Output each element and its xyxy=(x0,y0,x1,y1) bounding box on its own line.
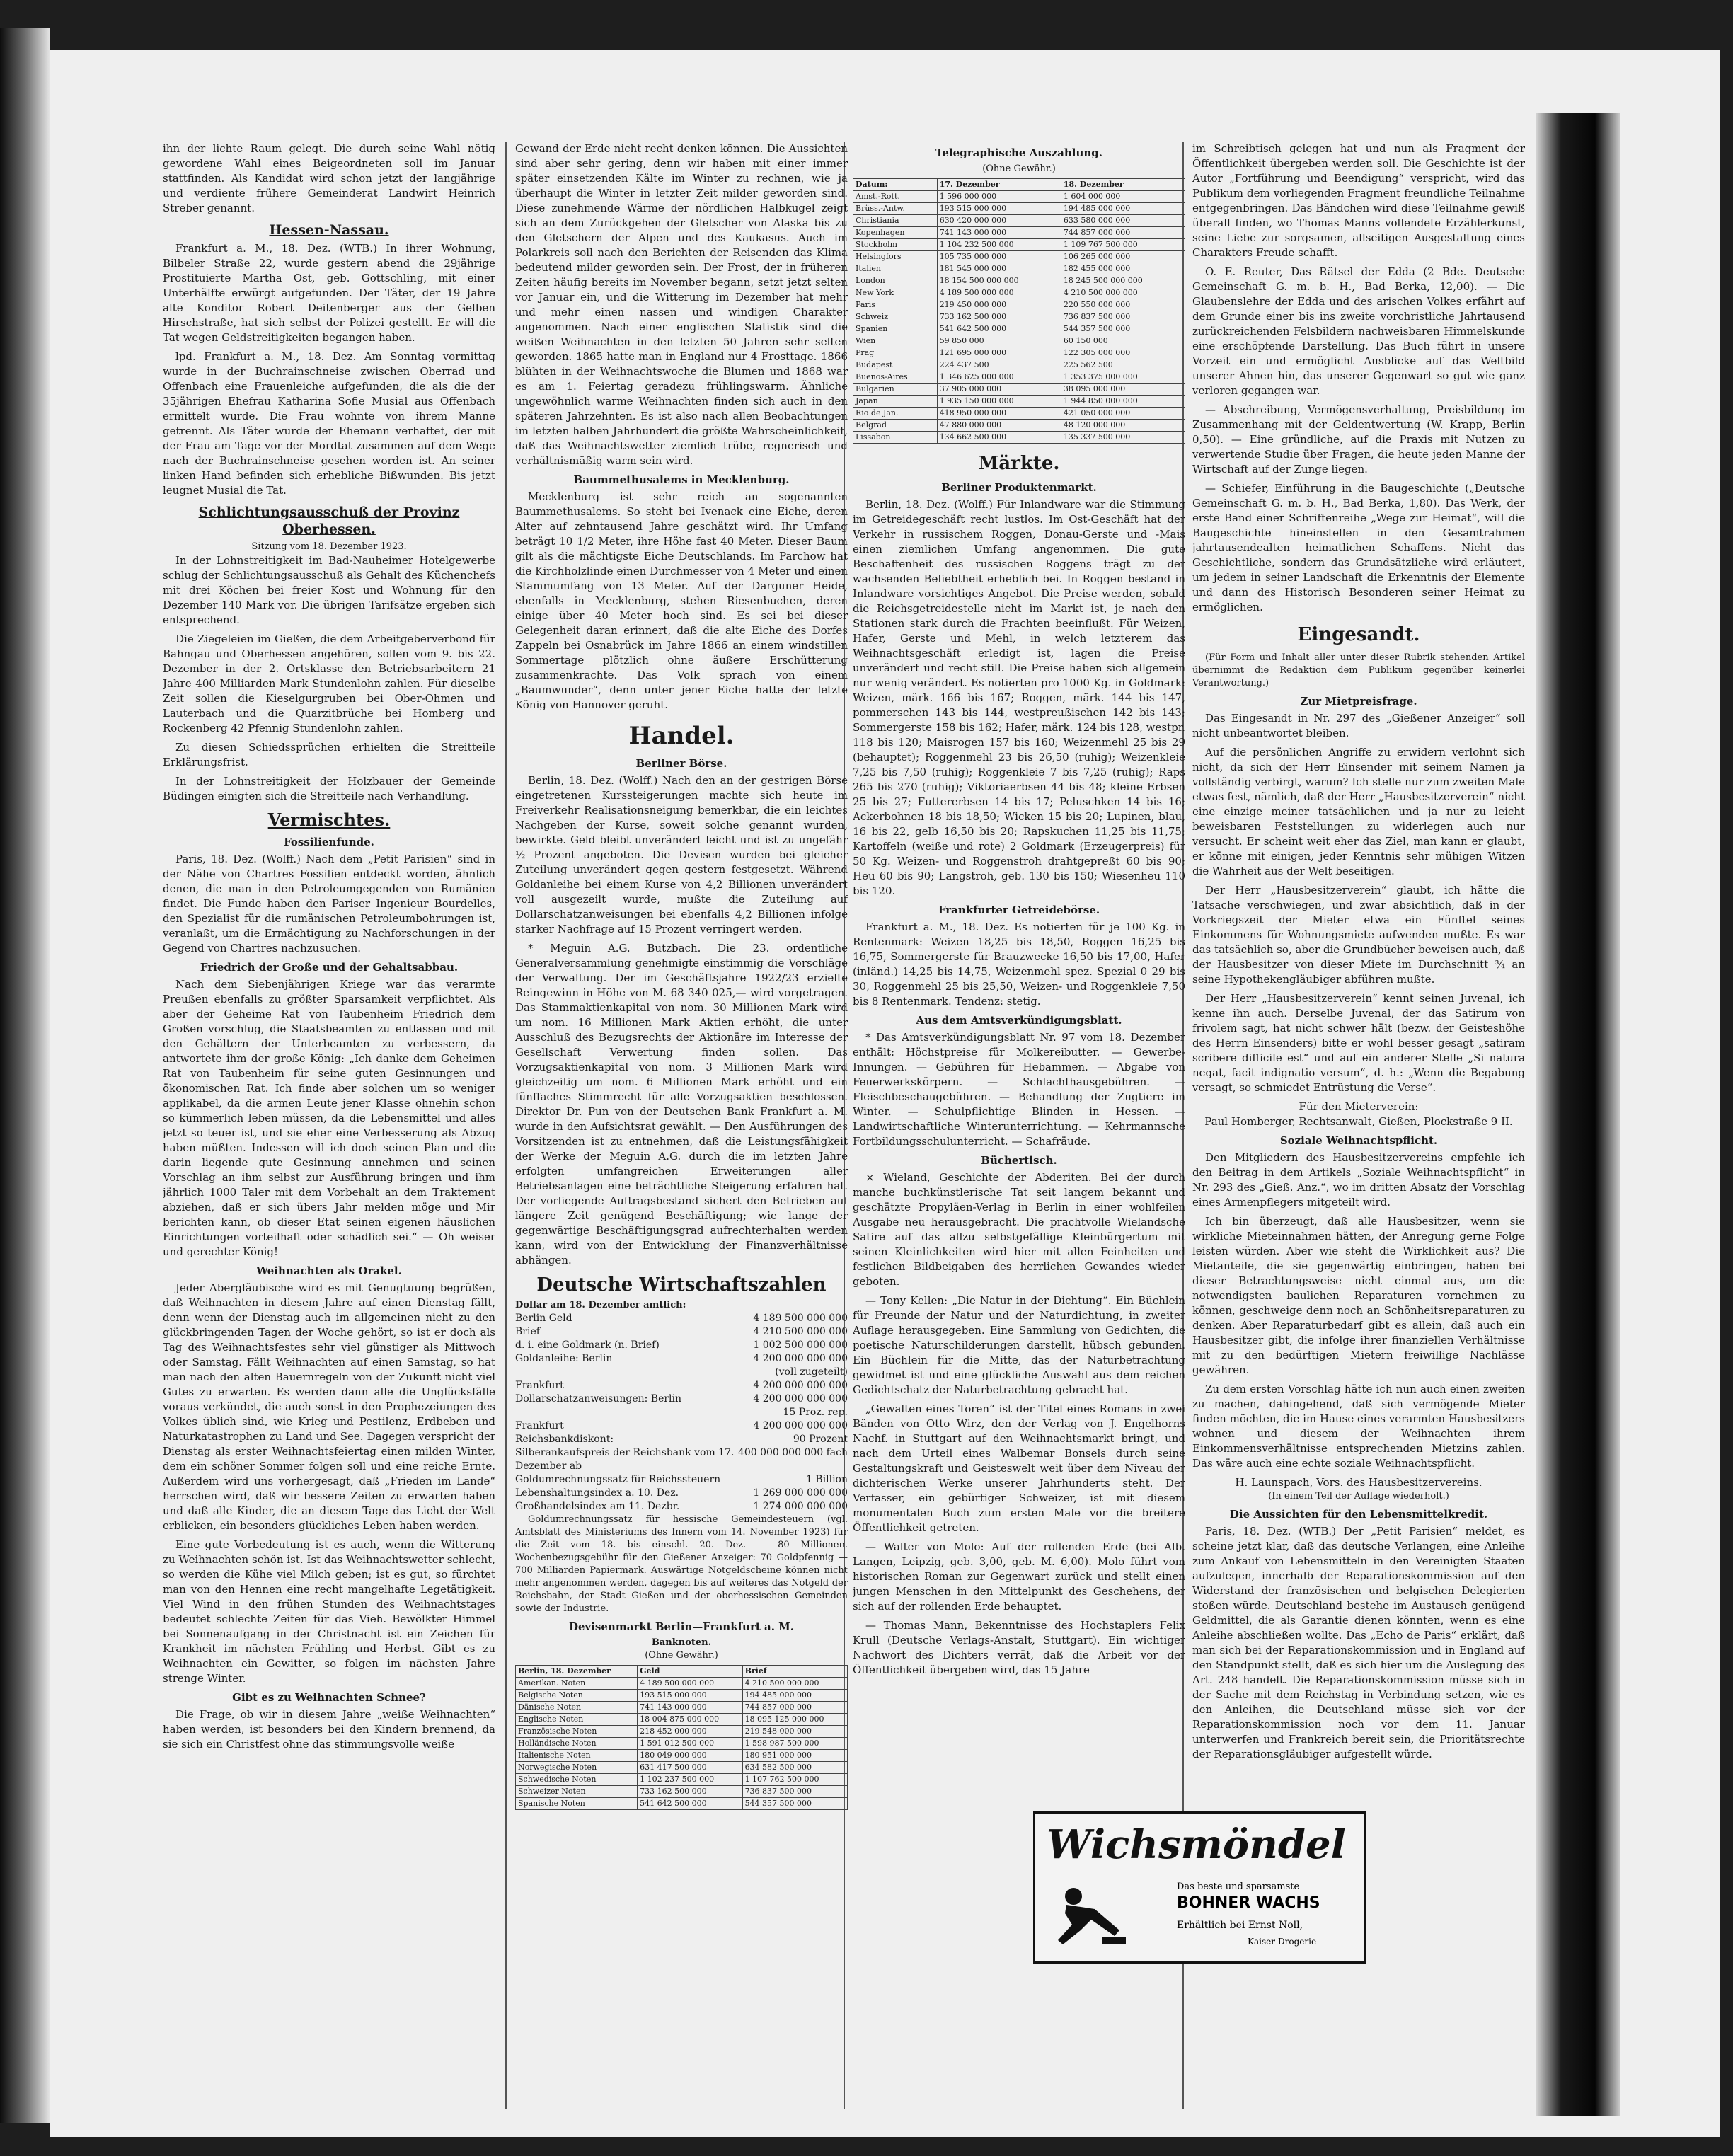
table-row xyxy=(853,251,1185,263)
economic-figure-row xyxy=(515,1312,848,1325)
table-cell: 60 150 000 xyxy=(1061,335,1185,347)
article-text: Zu dem ersten Vorschlag hätte ich nun auch einen zweiten zu machen, dahingehend, daß sich vermögende Mieter finden möchten, die im Hause eines verarmten Hausbesitzers wohnen und diesem der Weihnachten ihrem Einkommensverhältnisse entsprechenden Mietzins zahlen. Das wäre auch eine echte soziale Weihnachtspflicht. xyxy=(1192,1383,1525,1470)
table-cell: 1 353 375 000 000 xyxy=(1061,371,1185,384)
book-binding-edge xyxy=(0,28,50,2123)
economic-figure-row xyxy=(515,1446,848,1473)
article-text: * Das Amtsverkündigungsblatt Nr. 97 vom 18. Dezember enthält: Höchstpreise für Molkereibutter. — Gewerbe-Innungen. — Gebühren für Hebammen. — Abgabe von Feuerwerkskörpern. — Schlachthausgebühren. — Fleischbeschaugebühren. — Behandlung der Zugtiere im Winter. — Schulpflichtige Blinden in Hessen. — Landwirtschaftliche Winterunterrichtung. — Kehrmannsche Fortbildungsschulunterricht. — Schafräude. xyxy=(853,1031,1185,1148)
economic-figure-row xyxy=(515,1339,848,1352)
article-text: O. E. Reuter, Das Rätsel der Edda (2 Bde. Deutsche Gemeinschaft G. m. b. H., Bad Berka, 12,00). — Die Glaubenslehre der Edda und des arischen Volkes erfährt auf dem Grunde einer bis ins zweite vorchristliche Jahrtausend zurückreichenden Felsbildern nachweisbaren Himmelskunde eine erschöpfende Darstellung. Das Buch führt in unsere Vorzeit ein und ermöglicht Ausblicke auf das Weltbild unserer Ahnen hin, das unserer Gegenwart so gut wie ganz verloren gegangen war. xyxy=(1192,265,1525,397)
table-cell: 736 837 500 000 xyxy=(1061,311,1185,323)
economic-figure-row xyxy=(515,1325,848,1339)
table-cell: 48 120 000 000 xyxy=(1061,420,1185,432)
table-cell: 219 548 000 000 xyxy=(742,1726,847,1738)
article-text: Der Herr „Hausbesitzerverein“ glaubt, ich hätte die Tatsache verschwiegen, und zwar absichtlich, daß in der Vorkriegszeit der Mieter etwa ein Fünftel seines Einkommens für Wohnungsmiete aufwenden mußte. Es war das tatsächlich so, aber die Grundbücher beweisen auch, daß der Hausbesitzer von dieser Miete im Durchschnitt ¾ an seine Hypothekengläubiger abführen mußte. xyxy=(1192,884,1525,986)
figure-value: 1 002 500 000 000 xyxy=(753,1339,848,1351)
article-heading: Berliner Börse. xyxy=(635,757,727,770)
article-text: „Gewalten eines Toren“ ist der Titel eines Romans in zwei Bänden von Otto Wirz, den der Verlag von J. Engelhorns Nachf. in Stuttgart auf den Weihnachtsmarkt bringt, und nach dem Urteil eines Walbemar Bonsels durch seine Gestaltungskraft und Geisteswelt weit über dem Niveau der dichterischen Werke unserer Jahrhunderts steht. Der Verfasser, ein gebürtiger Schweizer, ist mit diesem monumentalen Buch zum ersten Male vor die breitere Öffentlichkeit getreten. xyxy=(853,1402,1185,1534)
table-cell: 544 357 500 000 xyxy=(1061,323,1185,335)
table-row xyxy=(853,335,1185,347)
table-row xyxy=(516,1702,848,1714)
table-cell: 193 515 000 000 xyxy=(937,203,1061,215)
figure-label: Dollarschatzanweisungen: Berlin xyxy=(515,1393,682,1405)
figure-value: 4 200 000 000 000 xyxy=(753,1393,848,1405)
table-caption: Dollar am 18. Dezember amtlich: xyxy=(515,1300,686,1310)
table-cell: Paris xyxy=(853,299,938,311)
article-text: Frankfurt a. M., 18. Dez. Es notierten für je 100 Kg. in Rentenmark: Weizen 18,25 bis 18,50, Roggen 16,25 bis 16,75, Sommergerste für Brauzwecke 16,50 bis 17,00, Hafer (inländ.) 14,25 bis 14,75, Weizenmehl spez. Spezial 0 29 bis 30, Roggenmehl 25 bis 25,50, Weizen- und Roggenkleie 7,50 bis 8 Rentenmark. Tendenz: stetig. xyxy=(853,921,1185,1008)
figure-label: Lebenshaltungsindex a. 10. Dez. xyxy=(515,1487,679,1499)
article-text: Paris, 18. Dez. (WTB.) Der „Petit Parisien“ meldet, es scheine jetzt klar, daß das deutsche Verlangen, eine Anleihe zum Ankauf von Lebensmitteln in den Vereinigten Staaten aufzulegen, innerhalb der Reparationskommission auf den Widerstand der französischen und belgischen Delegierten stoßen würde. Deutschland bestehe im Austausch genügend Geldmittel, die als Garantie dienen könnten, wenn es eine Anleihe abschließen wollte. Das „Echo de Paris“ erklärt, daß man sich bei der Reparationskommission und in England auf den Standpunkt stellt, daß es sich hier um die Auslegung des Art. 248 handelt. Die Reparationskommission müsse sich in der Sache mit dem Reichstag in Verbindung setzen, wie es den Anleihen, die Deutschland müsse sich vor der Reparationskommission noch vor dem 11. Januar unterwerfen und Frankreich bereit sein, die Prioritätsrechte der Reparationsgläubiger aufgestellt würde. xyxy=(1192,1525,1525,1760)
article-dateline: Sitzung vom 18. Dezember 1923. xyxy=(251,541,407,552)
ad-tagline: Das beste und sparsamste xyxy=(1177,1881,1300,1892)
article-text: Mecklenburg ist sehr reich an sogenannten Baummethusalems. So steht bei Ivenack eine Eiche, deren Alter auf zehntausend Jahre geschätzt wird. Ihr Umfang beträgt 10 1/2 Meter, ihre Höhe fast 40 Meter. Dieser Baum gilt als die mächtigste Eiche Deutschlands. Im Parchow hat die Kirchholzlinde einen Durchmesser von 4 Meter und einen Stammumfang von 13 Meter. Auf der Darguner Heide, ebenfalls in Mecklenburg, stehen Riesenbuchen, deren einige über 40 Meter hoch sind. Es sei bei dieser Gelegenheit daran erinnert, daß die alte Eiche des Dorfes Zappeln bei Osnabrück im Jahre 1866 an einem windstillen Sommertage plötzlich ohne äußere Erschütterung zusammenkrachte. Das Volk sprach von einem „Baumwunder“, denn unter jener Eiche hatte der letzte König von Hannover geruht. xyxy=(515,490,848,711)
table-cell: 741 143 000 000 xyxy=(638,1702,742,1714)
table-cell: Amerikan. Noten xyxy=(516,1678,638,1690)
table-cell: 121 695 000 000 xyxy=(937,347,1061,359)
article-text: Ich bin überzeugt, daß alle Hausbesitzer, wenn sie wirkliche Mieteinnahmen hätten, der Anregung gerne Folge leisten würden. Aber wie steht die Wirklichkeit aus? Die Mietanteile, die sie gegenwärtig einbringen, haben bei dieser Betrachtungsweise nicht einmal aus, um die notwendigsten baulichen Reparaturen vornehmen zu können, geschweige denn noch an Schönheitsreparaturen zu denken. Aber Reparaturbedarf gibt es allein, daß auch ein Hausbesitzer gibt, die infolge ihrer finanziellen Verhältnisse mit zu den bedürftigen Mietern freiwillige Nachlässe gewähren. xyxy=(1192,1215,1525,1376)
table-cell: Rio de Jan. xyxy=(853,408,938,420)
table-cell: 1 591 012 500 000 xyxy=(638,1738,742,1750)
table-cell: 134 662 500 000 xyxy=(937,432,1061,444)
table-cell: Schweiz xyxy=(853,311,938,323)
table-row xyxy=(853,191,1185,203)
article-text: Zu diesen Schiedssprüchen erhielten die Streitteile Erklärungsfrist. xyxy=(163,741,495,768)
table-cell: 1 104 232 500 000 xyxy=(937,239,1061,251)
table-row xyxy=(853,275,1185,287)
table-cell: 733 162 500 000 xyxy=(937,311,1061,323)
figure-value: 1 Billion xyxy=(805,1474,848,1485)
table-cell: 37 905 000 000 xyxy=(937,384,1061,396)
article-text: × Wieland, Geschichte der Abderiten. Bei der durch manche buchkünstlerische Tat seit langem bekannt und geschätzte Propyläen-Verlag in Berlin in einer wohlfeilen Ausgabe neu herausgebracht. Die prachtvolle Wielandsche Satire auf das allzu selbstgefällige Kleinbürgertum mit seinen Kleinlichkeiten wird hier mit allen Feinheiten und festlichen Bildbeigaben des herrlichen Gewandes wieder geboten. xyxy=(853,1171,1185,1288)
table-row xyxy=(516,1786,848,1798)
figure-value: 1 274 000 000 000 xyxy=(753,1501,848,1512)
article-heading: Gibt es zu Weihnachten Schnee? xyxy=(232,1691,426,1704)
table-cell: Dänische Noten xyxy=(516,1702,638,1714)
table-cell: Norwegische Noten xyxy=(516,1762,638,1774)
table-row xyxy=(853,239,1185,251)
ad-vendor: Erhältlich bei Ernst Noll, xyxy=(1177,1920,1303,1931)
article-text: Berlin, 18. Dez. (Wolff.) Nach den an der gestrigen Börse eingetretenen Kurssteigerungen machte sich heute im Freiverkehr Realisationsneigung bemerkbar, die ein leichtes Nachgeben der Kurse, soweit solche genannt wurden, bewirkte. Geld bleibt unverändert leicht und ist zu ungefähr ½ Prozent angeboten. Die Devisen wurden bei gleicher Zuteilung unverändert gegen gestern festgesetzt. Während Goldanleihe bei einem Kurse von 4,2 Billionen unverändert voll ausgezeilt wurde, mußte die Zuteilung auf Dollarschatzanweisungen bei ebenfalls 4,2 Billionen infolge starker Nachfrage auf 15 Prozent verringert werden. xyxy=(515,774,848,935)
article-text: — Abschreibung, Vermögensverhaltung, Preisbildung im Zusammenhang mit der Geldentwertung (W. Krapp, Berlin 0,50). — Eine gründliche, auf die Praxis mit Nutzen zu verwertende Studie über Fragen, die heute jeden Manne der Wirtschaft auf der Zunge liegen. xyxy=(1192,403,1525,475)
table-cell: 224 437 500 xyxy=(937,359,1061,371)
table-note: (Ohne Gewähr.) xyxy=(645,1650,718,1661)
table-row xyxy=(516,1762,848,1774)
table-cell: Holländische Noten xyxy=(516,1738,638,1750)
table-cell: Lissabon xyxy=(853,432,938,444)
table-header: Brief xyxy=(742,1666,847,1678)
table-cell: Brüss.-Antw. xyxy=(853,203,938,215)
section-heading: Schlichtungsausschuß der Provinz Oberhessen. xyxy=(198,505,460,537)
table-cell: 421 050 000 000 xyxy=(1061,408,1185,420)
figure-label: Großhandelsindex am 11. Dezbr. xyxy=(515,1501,680,1512)
figure-label: Berlin Geld xyxy=(515,1313,572,1324)
table-note: (Ohne Gewähr.) xyxy=(982,163,1056,174)
economic-figure-row xyxy=(515,1500,848,1514)
table-cell: 18 004 875 000 000 xyxy=(638,1714,742,1726)
table-cell: 744 857 000 000 xyxy=(1061,227,1185,239)
article-text: Das Eingesandt in Nr. 297 des „Gießener Anzeiger“ soll nicht unbeantwortet bleiben. xyxy=(1192,712,1525,739)
figure-label: Frankfurt xyxy=(515,1420,564,1431)
table-row xyxy=(853,287,1185,299)
article-heading: Devisenmarkt Berlin—Frankfurt a. M. xyxy=(568,1620,795,1633)
table-cell: Christiania xyxy=(853,215,938,227)
economic-figure-row xyxy=(515,1393,848,1406)
table-row xyxy=(516,1774,848,1786)
article-text: * Meguin A.G. Butzbach. Die 23. ordentliche Generalversammlung genehmigte einstimmig die Vorschläge der Verwaltung. Der im Geschäftsjahre 1922/23 erzielte Reingewinn in Höhe von M. 68 340 025,— wird vorgetragen. Das Stammaktienkapital von nom. 30 Millionen Mark wird um nom. 16 Millionen Mark Aktien erhöht, die unter Ausschluß des Bezugsrechts der Aktionäre im Interesse der Gesellschaft Verwertung finden sollen. Das Vorzugsaktienkapital von nom. 3 Millionen Mark wird gleichzeitig um nom. 6 Millionen Mark erhöht und ein fünffaches Stimmrecht für alle Vorzugsaktien beschlossen. Direktor Dr. Pun von der Deutschen Bank Frankfurt a. M. wurde in den Aufsichtsrat gewählt. — Den Ausführungen des Vorsitzenden ist zu entnehmen, daß die Leistungsfähigkeit der Werke der Meguin A.G. durch die im letzten Jahre erfolgten umfangreichen Erweiterungen aller Betriebsanlagen eine beträchtliche Steigerung erfahren hat. Der vorliegende Auftragsbestand sichert den Betrieben auf längere Zeit genügend Beschäftigung; wie lange der gegenwärtige Beschäftigungsgrad aufrechterhalten werden kann, wird von der Entwicklung der Finanzverhältnisse abhängen. xyxy=(515,942,848,1267)
table-cell: Amst.-Rott. xyxy=(853,191,938,203)
table-row xyxy=(853,311,1185,323)
polishing-figure-icon xyxy=(1052,1881,1130,1952)
table-cell: Stockholm xyxy=(853,239,938,251)
article-heading: Frankfurter Getreidebörse. xyxy=(938,904,1100,916)
table-cell: 182 455 000 000 xyxy=(1061,263,1185,275)
table-cell: Italien xyxy=(853,263,938,275)
table-cell: Schweizer Noten xyxy=(516,1786,638,1798)
economic-figure-row xyxy=(515,1379,848,1393)
table-row xyxy=(853,347,1185,359)
table-row xyxy=(853,420,1185,432)
article-heading: Fossilienfunde. xyxy=(284,836,374,848)
table-cell: 59 850 000 xyxy=(937,335,1061,347)
economic-figures-list xyxy=(515,1312,848,1514)
article-text: — Walter von Molo: Auf der rollenden Erde (bei Alb. Langen, Leipzig, geb. 3,00, geb. M. 6,00). Molo führt vom historischen Roman zur Gegenwart zurück und stellt einen jungen Menschen in den Mittelpunkt des Geschehens, der sich auf der rollenden Erde behauptet. xyxy=(853,1540,1185,1613)
column-1 xyxy=(163,142,495,2109)
article-heading: Telegraphische Auszahlung. xyxy=(935,146,1103,159)
table-cell: 4 189 500 000 000 xyxy=(937,287,1061,299)
figure-label: Silberankaufspreis der Reichsbank vom 17. Dezember ab xyxy=(515,1447,735,1472)
table-cell: Bulgarien xyxy=(853,384,938,396)
table-caption: Banknoten. xyxy=(651,1637,712,1648)
table-row xyxy=(516,1714,848,1726)
figure-label: Brief xyxy=(515,1326,540,1337)
table-cell: Helsingfors xyxy=(853,251,938,263)
column-rule xyxy=(505,142,507,2109)
table-cell: 1 102 237 500 000 xyxy=(638,1774,742,1786)
table-cell: 541 642 500 000 xyxy=(937,323,1061,335)
table-cell: 18 154 500 000 000 xyxy=(937,275,1061,287)
table-cell: 106 265 000 000 xyxy=(1061,251,1185,263)
table-cell: 220 550 000 000 xyxy=(1061,299,1185,311)
table-cell: 631 417 500 000 xyxy=(638,1762,742,1774)
table-cell: 47 880 000 000 xyxy=(937,420,1061,432)
banknotes-table xyxy=(515,1665,848,1810)
figure-value: 4 189 500 000 000 xyxy=(753,1313,848,1324)
figure-value: 4 200 000 000 000 xyxy=(753,1380,848,1391)
table-cell: 733 162 500 000 xyxy=(638,1786,742,1798)
article-heading: Aus dem Amtsverkündigungsblatt. xyxy=(916,1014,1122,1027)
table-cell: 1 944 850 000 000 xyxy=(1061,396,1185,408)
table-row xyxy=(853,263,1185,275)
article-text: Nach dem Siebenjährigen Kriege war das verarmte Preußen ebenfalls zu größter Sparsamkeit verpflichtet. Als aber der Geheime Rat von Taubenheim Friedrich dem Großen vorschlug, die Staatsbeamten zu entlassen und mit den Gehältern der Unterbeamten zu verbessern, da antwortete ihm der große König: „Ich danke dem Geheimen Rat von Taubenheim für seine guten Gesinnungen und ökonomischen Rat. Ich finde aber solchen um so weniger applikabel, da die armen Leute jener Klasse ohnehin schon so kümmerlich leben müssen, da die Lebensmittel und alles jetzt so teuer ist, und sie eher eine Verbesserung als Abzug haben müßten. Indessen will ich doch seinen Plan und die darin liegende gute Gesinnung annehmen und seinen Vorschlag an ihm selbst zur Ausführung bringen und ihm jährlich 1000 Taler mit dem Vorbehalt an dem Traktement abziehen, daß er sich übers Jahr melden möge und Mir berichten kann, ob dieser Etat seinen eigenen häuslichen Einrichtungen vorteilhaft oder schädlich sei.“ — Oh weiser und gerechter König! xyxy=(163,978,495,1258)
table-cell: Spanien xyxy=(853,323,938,335)
table-row xyxy=(853,371,1185,384)
article-heading: Weihnachten als Orakel. xyxy=(256,1264,402,1277)
section-heading: Hessen-Nassau. xyxy=(269,222,389,238)
article-heading: Berliner Produktenmarkt. xyxy=(941,481,1097,494)
table-cell: 194 485 000 000 xyxy=(1061,203,1185,215)
economic-figure-row xyxy=(515,1473,848,1487)
advertisement xyxy=(1033,1811,1366,1964)
table-header: Datum: xyxy=(853,179,938,191)
article-text: im Schreibtisch gelegen hat und nun als Fragment der Öffentlichkeit übergeben werden soll. Die Geschichte ist der Autor „Fortführung und Beendigung“ verspricht, wird das Publikum dem vorliegenden Fragment freundliche Teilnahme entgegenbringen. Das Bändchen wird diese Teilnahme gewiß überall finden, wo Thomas Manns vollendete Erzählerkunst, seine Liebe zur sorgsamen, allseitigen Ausgestaltung eines Charakters Freude schafft. xyxy=(1192,142,1525,259)
figure-label: Reichsbankdiskont: xyxy=(515,1434,614,1445)
table-row xyxy=(516,1750,848,1762)
table-cell: 4 210 500 000 000 xyxy=(1061,287,1185,299)
article-heading: Büchertisch. xyxy=(981,1154,1057,1167)
column-2 xyxy=(515,142,848,2109)
table-cell: 634 582 500 000 xyxy=(742,1762,847,1774)
economic-figure-row xyxy=(515,1352,848,1366)
table-cell: 38 095 000 000 xyxy=(1061,384,1185,396)
article-text: Der Herr „Hausbesitzerverein“ kennt seinen Juvenal, ich kenne ihn auch. Derselbe Juvenal, der das Satirum von frivolem sagt, hat nicht schwer hält (bezw. der Geisteshöhe des Herrn Einsenders) bitte er wohl besser gesagt „satiram scribere difficile est“ und auf ein anderer Stelle „Si natura negat, facit indignatio versum“, d. h.: „Wenn die Begabung versagt, so schmiedet Entrüstung die Verse“. xyxy=(1192,992,1525,1094)
section-heading: Märkte. xyxy=(978,453,1060,474)
table-cell: 1 596 000 000 xyxy=(937,191,1061,203)
table-cell: Kopenhagen xyxy=(853,227,938,239)
table-cell: 4 189 500 000 000 xyxy=(638,1678,742,1690)
table-cell: 741 143 000 000 xyxy=(937,227,1061,239)
table-header: Geld xyxy=(638,1666,742,1678)
table-cell: 1 935 150 000 000 xyxy=(937,396,1061,408)
article-text: Gewand der Erde nicht recht denken können. Die Aussichten sind aber sehr gering, denn wir haben mit einer immer später einsetzenden Kälte im Winter zu rechnen, wie ja überhaupt die Winter in letzter Zeit milder geworden sind. Diese zunehmende Wärme der nördlichen Halbkugel zeigt sich an dem Zurückgehen der Gletscher von Alaska bis zu den Gletschern der Alpen und des Kaukasus. Auch im Polarkreis soll nach den Berichten der Reisenden das Klima bedeutend milder geworden sein. Der Frost, der in früheren Zeiten häufig bereits im November begann, setzt jetzt selten vor Januar ein, und die Witterung im Dezember hat mehr und mehr einen nassen und windigen Charakter angenommen. Nach einer englischen Statistik sind die weißen Weihnachten in den letzten 50 Jahren sehr selten geworden. 1865 hatte man in England nur 4 Frosttage. 1866 blühten in der Weihnachtswoche die Blumen und 1868 war es am 1. Feiertag geradezu frühlingswarm. Ähnliche ungewöhnlich warme Weihnachten finden sich auch in den späteren Jahrzehnten. Es ist also nach allen Beobachtungen im letzten halben Jahrhundert die größte Wahrscheinlichkeit, daß das Weihnachtswetter ziemlich trübe, regnerisch und verhältnismäßig warm sein wird. xyxy=(515,142,848,467)
table-cell: Belgrad xyxy=(853,420,938,432)
table-cell: 194 485 000 000 xyxy=(742,1690,847,1702)
table-row xyxy=(853,299,1185,311)
table-cell: Wien xyxy=(853,335,938,347)
table-row xyxy=(853,203,1185,215)
signature-line: Für den Mieterverein: xyxy=(1299,1100,1419,1113)
table-cell: 541 642 500 000 xyxy=(638,1798,742,1810)
table-cell: 1 109 767 500 000 xyxy=(1061,239,1185,251)
figure-value: 4 200 000 000 000 xyxy=(753,1353,848,1364)
economic-figure-row xyxy=(515,1487,848,1500)
article-text: — Thomas Mann, Bekenntnisse des Hochstaplers Felix Krull (Deutsche Verlags-Anstalt, Stuttgart). Ein wichtiger Nachwort des Dichters verrät, daß die Arbeit vor der Öffentlichkeit übergeben wird, das 15 Jahre xyxy=(853,1619,1185,1676)
section-heading: Eingesandt. xyxy=(1297,624,1420,645)
ad-brand: BOHNER WACHS xyxy=(1177,1894,1320,1912)
article-heading: Friedrich der Große und der Gehaltsabbau. xyxy=(200,961,459,974)
table-row xyxy=(853,396,1185,408)
figure-label: d. i. eine Goldmark (n. Brief) xyxy=(515,1339,660,1351)
table-cell: 18 095 125 000 000 xyxy=(742,1714,847,1726)
article-text: Paris, 18. Dez. (Wolff.) Nach dem „Petit Parisien“ sind in der Nähe von Chartres Fossilien entdeckt worden, ähnlich denen, die man in den Petroleumgegenden von Rumänien findet. Die Funde haben den Pariser Ingenieur Bourdelles, den Spezialist für die rumänischen Petroleumbohrungen ist, veranlaßt, um die Ermächtigung zu Nachforschungen in der Gegend von Chartres nachzusuchen. xyxy=(163,853,495,955)
table-header: Berlin, 18. Dezember xyxy=(516,1666,638,1678)
table-cell: 218 452 000 000 xyxy=(638,1726,742,1738)
table-cell: 4 210 500 000 000 xyxy=(742,1678,847,1690)
table-row xyxy=(516,1738,848,1750)
article-text: Goldumrechnungssatz für hessische Gemeindesteuern (vgl. Amtsblatt des Ministeriums des Innern vom 14. November 1923) für die Zeit vom 18. bis einschl. 20. Dez. — 80 Millionen. Wochenbezugsgebühr für den Gießener Anzeiger: 70 Goldpfennig — 700 Milliarden Papiermark. Auswärtige Notgeldscheine können nicht mehr angenommen werden, dagegen bis auf weiteres das Notgeld der Reichsbahn, der Stadt Gießen und der oberhessischen Gemeinden sowie der Industrie. xyxy=(515,1514,848,1614)
table-cell: 122 305 000 000 xyxy=(1061,347,1185,359)
article-text: In der Lohnstreitigkeit der Holzbauer der Gemeinde Büdingen einigten sich die Streitteile nach Verhandlung. xyxy=(163,775,495,802)
signature-line: H. Launspach, Vors. des Hausbesitzervereins. xyxy=(1235,1476,1482,1489)
table-cell: Spanische Noten xyxy=(516,1798,638,1810)
table-cell: Budapest xyxy=(853,359,938,371)
table-header: 18. Dezember xyxy=(1061,179,1185,191)
table-cell: 1 604 000 000 xyxy=(1061,191,1185,203)
section-heading: Deutsche Wirtschaftszahlen xyxy=(536,1274,827,1296)
table-row xyxy=(853,323,1185,335)
table-cell: 744 857 000 000 xyxy=(742,1702,847,1714)
article-text: Berlin, 18. Dez. (Wolff.) Für Inlandware war die Stimmung im Getreidegeschäft recht lustlos. Im Ost-Geschäft hat der Verkehr in russischem Roggen, Donau-Gerste und -Mais einen ziemlichen Umfang angenommen. Die gute Beschaffenheit des russischen Roggens trägt zu der wachsenden Beliebtheit erheblich bei. In Roggen bestand in Inlandware vorsichtiges Angebot. Die Preise werden, sobald die Reichsgetreidestelle nicht im Markt ist, je nach den Stationen stark durch die Frachten beeinflußt. Für Weizen, Hafer, Gerste und Mehl, in welch letzterem das Weihnachtsgeschäft erledigt ist, lagen die Preise unverändert und recht still. Die Preise haben sich allgemein nur wenig verändert. Es notierten pro 1000 Kg. in Goldmark: Weizen, märk. 166 bis 167; Roggen, märk. 144 bis 147, pommerschen 143 bis 144, westpreußischen 142 bis 143; Sommergerste 158 bis 162; Hafer, märk. 124 bis 128, westpr. 118 bis 120; Maisrogen 157 bis 160; Weizenmehl 25 bis 29 (behauptet); Roggenmehl 23 bis 26,50 (ruhig); Weizenkleie 7,25 bis 7,50 (ruhig); Roggenkleie 7 bis 7,25 (ruhig); Raps 265 bis 270 (ruhig); Viktoriaerbsen 44 bis 48; kleine Erbsen 25 bis 27; Futtererbsen 14 bis 17; Peluschken 14 bis 16; Ackerbohnen 18 bis 18,50; Wicken 15 bis 20; Lupinen, blau, 16 bis 22, gelb 16,50 bis 20; Rapskuchen 11,25 bis 11,75; Kartoffeln (weiße und rote) 2 Goldmark (Erzeugerpreis) für 50 Kg. Weizen- und Roggenstroh drahtgepreßt 60 bis 90; Heu 60 bis 90; Langstroh, geb. 130 bis 150; Wiesenheu 110 bis 120. xyxy=(853,498,1185,897)
page-edge-shadow xyxy=(1536,113,1620,2116)
table-cell: Prag xyxy=(853,347,938,359)
table-cell: Schwedische Noten xyxy=(516,1774,638,1786)
table-cell: Buenos-Aires xyxy=(853,371,938,384)
article-text: Eine gute Vorbedeutung ist es auch, wenn die Witterung zu Weihnachten schön ist. Ist das Weihnachtswetter schlecht, so werden die Kühe viel Milch geben; ist es gut, so fürchtet man von den Hennen eine recht mangelhafte Legetätigkeit. Viel Wind in den frühen Stunden des Weihnachtstages bedeutet schlechte Zeiten für das Vieh. Bewölkter Himmel bei Sonnenaufgang in der Christnacht ist ein Zeichen für Krankheit im nächsten Frühling und Herbst. Gibt es zu Weihnachten ein Gewitter, so folgen im nächsten Jahre strenge Winter. xyxy=(163,1538,495,1685)
table-row xyxy=(853,408,1185,420)
article-text: Die Ziegeleien im Gießen, die dem Arbeitgeberverbond für Bahngau und Oberhessen angehören, sollen vom 9. bis 22. Dezember in der 2. Ortsklasse den Betriebsarbeitern 21 Jahre 400 Milliarden Mark Stundenlohn zahlen. Für dieselbe Zeit sollen die Kieselgurgruben bei Ober-Ohmen und Lauterbach und die Quarzitbrüche bei Homberg und Rockenberg 42 Pfennig Stundenlohn zahlen. xyxy=(163,633,495,734)
figure-value: (voll zugeteilt) xyxy=(775,1366,848,1378)
table-row xyxy=(853,215,1185,227)
article-text: Jeder Abergläubische wird es mit Genugtuung begrüßen, daß Weihnachten in diesem Jahre auf einen Dienstag fällt, denn wenn der Dienstag auch im allgemeinen nicht zu den glückbringenden Tagen der Woche gehört, so ist er doch als Tag des Weihnachtsfestes sehr viel günstiger als Mittwoch oder Samstag. Fällt Weihnachten auf einen Samstag, so hat man nach den alten Bauernregeln von der Zukunft nicht viel Gutes zu erwarten. Es werden dann alle die Unglücksfälle voraus verkündet, die auch sonst in den Prophezeiungen des Volkes üblich sind, wie Krieg und Pestilenz, Erdbeben und Naturkatastrophen zu Land und See. Dagegen verspricht der Dienstag als erster Weihnachtsfeiertag einen milden Winter, dem ein schöner Sommer folgen soll und eine reiche Ernte. Außerdem wird uns vorhergesagt, daß „Frieden im Lande“ herrschen wird, daß wir bessere Zeiten zu erwarten haben und daß alle Kinder, die an diesem Tage das Licht der Welt erblicken, ein besonders glückliches Leben haben werden. xyxy=(163,1281,495,1532)
article-text: — Schiefer, Einführung in die Baugeschichte („Deutsche Gemeinschaft G. m. b. H., Bad Berka, 1,80). Das Werk, der erste Band einer Schriftenreihe „Wege zur Heimat“, will die Baugeschichte hineinstellen in den Gesamtrahmen jahrtausendealten heimatlichen Schaffens. Nicht das Geschichtliche, sondern das Grundsätzliche wird erläutert, um jedem in seiner Landschaft die Erkenntnis der Elemente und dann des Historisch Besonderen seiner Heimat zu ermöglichen. xyxy=(1192,482,1525,613)
article-text: Die Frage, ob wir in diesem Jahre „weiße Weihnachten“ haben werden, ist besonders bei den Kindern brennend, da sie sich ein Christfest ohne das stimmungsvolle weiße xyxy=(163,1708,495,1751)
table-row xyxy=(516,1678,848,1690)
table-cell: 225 562 500 xyxy=(1061,359,1185,371)
figure-value: 4 200 000 000 000 xyxy=(753,1420,848,1431)
table-cell: New York xyxy=(853,287,938,299)
table-cell: 135 337 500 000 xyxy=(1061,432,1185,444)
table-row xyxy=(853,227,1185,239)
economic-figure-row xyxy=(515,1366,848,1379)
article-heading: Die Aussichten für den Lebensmittelkredit. xyxy=(1229,1508,1488,1521)
article-heading: Baummethusalems in Mecklenburg. xyxy=(573,473,790,486)
article-text: lpd. Frankfurt a. M., 18. Dez. Am Sonntag vormittag wurde in der Buchrainschneise zwischen Oberrad und Offenbach eine Frauenleiche aufgefunden, die als die der 35jährigen Ehefrau Katharina Sofie Musial aus Offenbach ermittelt wurde. Die Frau wohnte von ihrem Manne getrennt. Als Täter wurde der Ehemann verhaftet, der mit der Frau am Tage vor der Mordtat zusammen auf dem Wege nach der Buchrainschneise gesehen worden ist. An seiner linken Hand befinden sich erhebliche Bißwunden. Bis jetzt leugnet Musial die Tat. xyxy=(163,350,495,497)
table-cell: London xyxy=(853,275,938,287)
table-row xyxy=(853,432,1185,444)
table-cell: 1 346 625 000 000 xyxy=(937,371,1061,384)
economic-figure-row xyxy=(515,1433,848,1446)
table-cell: Belgische Noten xyxy=(516,1690,638,1702)
figure-value: 4 210 500 000 000 xyxy=(753,1326,848,1337)
signature-line: Paul Homberger, Rechtsanwalt, Gießen, Plockstraße 9 II. xyxy=(1204,1115,1513,1128)
article-text: Auf die persönlichen Angriffe zu erwidern verlohnt sich nicht, da sich der Herr Einsender mit seinem Namen ja vollständig verbirgt, warum? Ich stelle nur zum zweiten Male etwas fest, nämlich, daß der Herr „Hausbesitzerverein“ nicht eine einzige meiner tatsächlichen und ja nur zu leicht beweisbaren Feststellungen zu widerlegen auch nur versucht. Er scheint weit eher das Ziel, man kann er glaubt, er könne mit einigen, jeder Kenntnis sehr mühigen Witzen die Wahrheit aus der Welt beseitigen. xyxy=(1192,746,1525,877)
table-cell: 181 545 000 000 xyxy=(937,263,1061,275)
table-row xyxy=(853,359,1185,371)
section-heading: Handel. xyxy=(628,722,735,750)
figure-value: 90 Prozent xyxy=(793,1434,848,1445)
exchange-rate-table xyxy=(853,178,1185,444)
section-heading: Vermischtes. xyxy=(267,809,391,830)
article-text: Frankfurt a. M., 18. Dez. (WTB.) In ihrer Wohnung, Bilbeler Straße 22, wurde gestern abend die 29jährige Prostituierte Martha Ost, geb. Gottschling, mit einer Unterhälfte erwürgt aufgefunden. Der Täter, der 19 Jahre alte Konditor Robert Deitenberger aus der Gelben Hirschstraße, hat sich selbst der Polizei gestellt. Er will die Tat wegen Geldstreitigkeiten begangen haben. xyxy=(163,242,495,344)
table-row xyxy=(853,384,1185,396)
figure-label: Goldumrechnungssatz für Reichssteuern xyxy=(515,1474,721,1485)
table-cell: Japan xyxy=(853,396,938,408)
table-row xyxy=(516,1798,848,1810)
table-cell: 633 580 000 000 xyxy=(1061,215,1185,227)
economic-figure-row xyxy=(515,1419,848,1433)
table-header: 17. Dezember xyxy=(937,179,1061,191)
editorial-note: (Für Form und Inhalt aller unter dieser Rubrik stehenden Artikel übernimmt die Redaktion dem Publikum gegenüber keinerlei Verantwortung.) xyxy=(1192,652,1525,688)
figure-value: 400 000 000 000 fach xyxy=(737,1447,848,1458)
editorial-note: (In einem Teil der Auflage wiederholt.) xyxy=(1268,1491,1449,1501)
table-cell: 105 735 000 000 xyxy=(937,251,1061,263)
table-cell: 193 515 000 000 xyxy=(638,1690,742,1702)
table-cell: 736 837 500 000 xyxy=(742,1786,847,1798)
article-text: ihn der lichte Raum gelegt. Die durch seine Wahl nötig gewordene Wahl eines Beigeordneten soll im Januar stattfinden. Als Kandidat wird schon jetzt der langjährige und verdiente frühere Gemeinderat Landwirt Heinrich Streber genannt. xyxy=(163,142,495,214)
article-text: — Tony Kellen: „Die Natur in der Dichtung“. Ein Büchlein für Freunde der Natur und der Naturdichtung, in zweiter Auflage herausgegeben. Eine Sammlung von Gedichten, die poetische Naturschilderungen darstellt, hübsch gebunden. Ein Büchlein für die Mitte, das der Naturbetrachtung gewidmet ist und eine glückliche Auswahl aus dem reichen Gedichtschatz der Naturbetrachtung gebracht hat. xyxy=(853,1294,1185,1396)
figure-value: 1 269 000 000 000 xyxy=(753,1487,848,1499)
table-cell: Englische Noten xyxy=(516,1714,638,1726)
article-text: Den Mitgliedern des Hausbesitzervereins empfehle ich den Beitrag in dem Artikels „Soziale Weihnachtspflicht“ in Nr. 293 des „Gieß. Anz.“, wo im dritten Absatz der Vorschlag eines Armenpflegers mitgeteilt wird. xyxy=(1192,1151,1525,1209)
table-cell: Italienische Noten xyxy=(516,1750,638,1762)
table-row xyxy=(516,1690,848,1702)
figure-label: Goldanleihe: Berlin xyxy=(515,1353,613,1364)
table-cell: Französische Noten xyxy=(516,1726,638,1738)
table-cell: 630 420 000 000 xyxy=(937,215,1061,227)
article-heading: Zur Mietpreisfrage. xyxy=(1300,695,1417,708)
table-cell: 418 950 000 000 xyxy=(937,408,1061,420)
figure-value: 15 Proz. rep. xyxy=(783,1407,848,1418)
figure-label: Frankfurt xyxy=(515,1380,564,1391)
table-cell: 1 598 987 500 000 xyxy=(742,1738,847,1750)
article-text: In der Lohnstreitigkeit im Bad-Nauheimer Hotelgewerbe schlug der Schlichtungsausschuß als Gehalt des Küchenchefs mit drei Köchen bei freier Kost und Wohnung für den Dezember 140 Mark vor. Die übrigen Tarifsätze ergeben sich entsprechend. xyxy=(163,554,495,626)
table-cell: 180 951 000 000 xyxy=(742,1750,847,1762)
table-cell: 219 450 000 000 xyxy=(937,299,1061,311)
table-cell: 18 245 500 000 000 xyxy=(1061,275,1185,287)
table-cell: 544 357 500 000 xyxy=(742,1798,847,1810)
table-row xyxy=(516,1726,848,1738)
ad-vendor-name: Kaiser-Drogerie xyxy=(1248,1937,1317,1947)
table-cell: 180 049 000 000 xyxy=(638,1750,742,1762)
economic-figure-row xyxy=(515,1406,848,1419)
table-cell: 1 107 762 500 000 xyxy=(742,1774,847,1786)
article-heading: Soziale Weihnachtspflicht. xyxy=(1279,1134,1438,1147)
ad-wordmark: Wichsmöndel xyxy=(1047,1821,1346,1868)
